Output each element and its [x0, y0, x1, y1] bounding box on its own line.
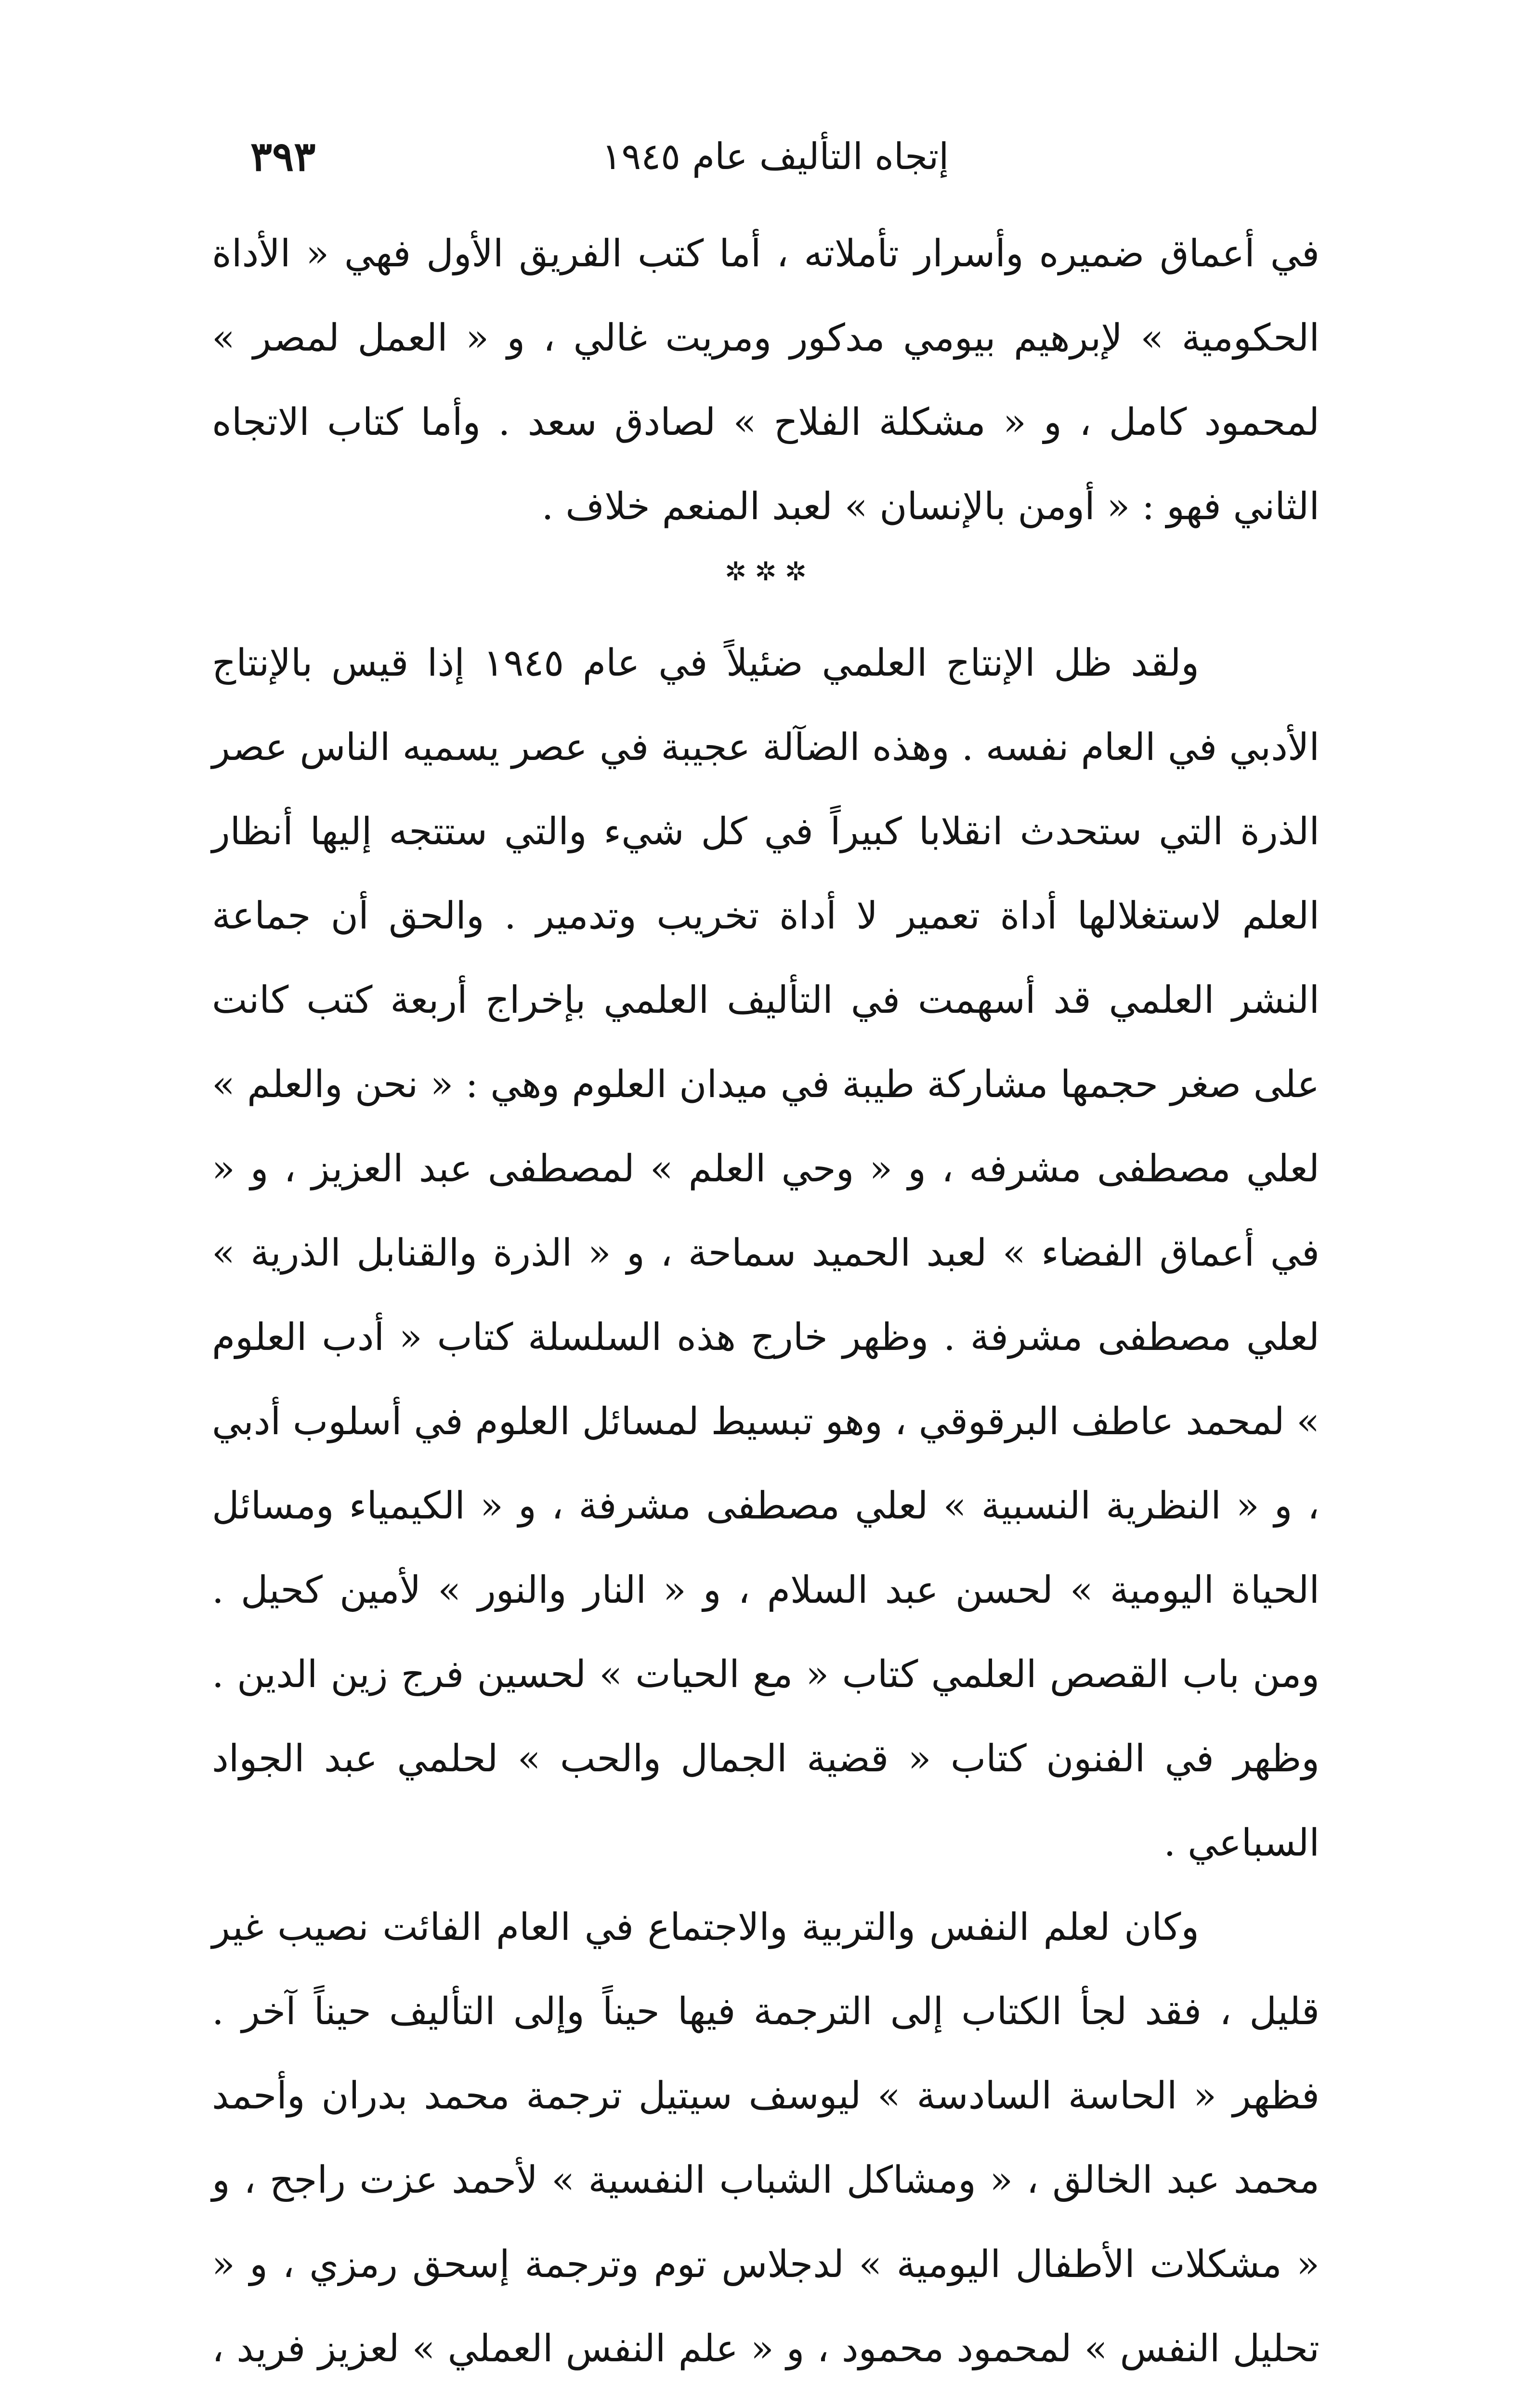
page-header [250, 130, 1300, 183]
asterism-icon: ✲ ✲ ✲ [724, 556, 807, 587]
running-title: إتجاه التأليف عام ١٩٤٥ [601, 135, 949, 178]
paragraph-3: وكان لعلم النفس والتربية والاجتماع في العام الفائت نصيب غير قليل ، فقد لجأ الكتاب إلى الترجمة فيها حيناً وإلى التأليف حيناً آخر . فظهر « الحاسة السادسة » ليوسف سيتيل ترجمة محمد بدران وأحمد محمد عبد الخالق ، « ومشاكل الشباب النفسية » لأحمد عزت راجح ، و « مشكلات الأطفال اليومية » لدجلاس توم وترجمة إسحق رمزي ، و « تحليل النفس » لمحمود محمود ، و « علم النفس العملي » لعزيز فريد ، [212, 1906, 1320, 2370]
paragraph-1: في أعماق ضميره وأسرار تأملاته ، أما كتب الفريق الأول فهي « الأداة الحكومية » لإبرهيم بيومي مدكور ومريت غالي ، و « العمل لمصر » لمحمود كامل ، و « مشكلة الفلاح » لصادق سعد . وأما كتاب الاتجاه الثاني فهو : « أومن بالإنسان » لعبد المنعم خلاف . [212, 232, 1320, 528]
paragraph-2: ولقد ظل الإنتاج العلمي ضئيلاً في عام ١٩٤٥ إذا قيس بالإنتاج الأدبي في العام نفسه . وهذه الضآلة عجيبة في عصر يسميه الناس عصر الذرة التي ستحدث انقلابا كبيراً في كل شيء والتي ستتجه إليها أنظار العلم لاستغلالها أداة تعمير لا أداة تخريب وتدمير . والحق أن جماعة النشر العلمي قد أسهمت في التأليف العلمي بإخراج أربعة كتب كانت على صغر حجمها مشاركة طيبة في ميدان العلوم وهي : « نحن والعلم » لعلي مصطفى مشرفه ، و « وحي العلم » لمصطفى عبد العزيز ، و « في أعماق الفضاء » لعبد الحميد سماحة ، و « الذرة والقنابل الذرية » لعلي مصطفى مشرفة . وظهر خارج هذه السلسلة كتاب « أدب العلوم » لمحمد عاطف البرقوقي ، وهو تبسيط لمسائل العلوم في أسلوب أدبي ، و « النظرية النسبية » لعلي مصطفى مشرفة ، و « الكيمياء ومسائل الحياة اليومية » لحسن عبد السلام ، و « النار والنور » لأمين كحيل . ومن باب القصص العلمي كتاب « مع الحيات » لحسين فرج زين الدين . وظهر في الفنون كتاب « قضية الجمال والحب » لحلمي عبد الجواد السباعي . [212, 641, 1320, 1865]
section-separator [212, 549, 1320, 621]
page-number: ٣٩٣ [250, 132, 316, 180]
body-text [212, 212, 1320, 2408]
